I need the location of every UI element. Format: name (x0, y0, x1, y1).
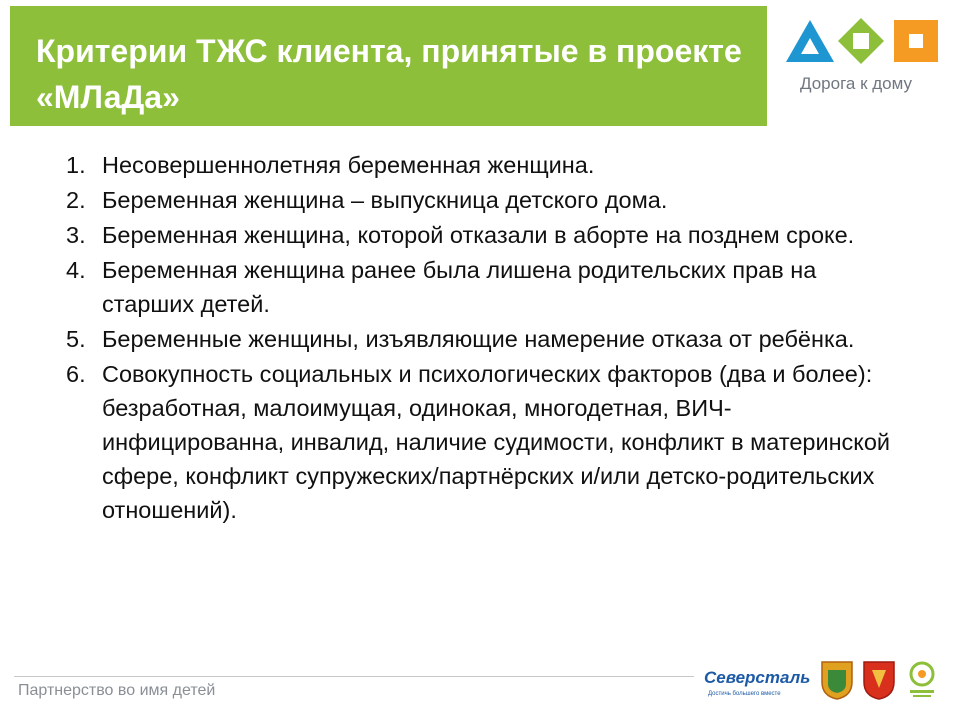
footer-divider (14, 676, 694, 677)
sponsor-slogan: Достичь большего вместе (708, 691, 781, 697)
list-item-number: 5. (66, 326, 86, 352)
list-item-text: Беременная женщина – выпускница детского дома. (102, 187, 668, 213)
logo-caption: Дорога к дому (800, 74, 912, 93)
charity-emblem-icon (904, 660, 944, 700)
list-item-number: 6. (66, 361, 86, 387)
list-item-text: Беременная женщина ранее была лишена родительских прав на старших детей. (102, 257, 817, 317)
sponsor-logo (704, 664, 814, 704)
coat-of-arms-icon (862, 660, 902, 700)
list-item-number: 2. (66, 187, 86, 213)
list-item (66, 253, 896, 321)
list-item-number: 3. (66, 222, 86, 248)
organization-logo (782, 16, 942, 100)
list-item (66, 148, 896, 182)
title-banner (10, 6, 767, 126)
logo-shapes-icon (782, 16, 942, 72)
list-item-text: Несовершеннолетняя беременная женщина. (102, 152, 595, 178)
list-item-text: Беременные женщины, изъявляющие намерение отказа от ребёнка. (102, 326, 855, 352)
list-item (66, 218, 896, 252)
coat-of-arms-icon (820, 660, 860, 700)
list-item-text: Беременная женщина, которой отказали в аборте на позднем сроке. (102, 222, 855, 248)
footer-text: Партнерство во имя детей (18, 682, 216, 699)
list-item (66, 322, 896, 356)
list-item-text: Совокупность социальных и психологических факторов (два и более): безработная, малоимущая, одинокая, многодетная, ВИЧ-инфицированна, инвалид, наличие судимости, конфликт в материнской сфере, конфликт супружеских/партнёрских и/или детско-родительских отношений). (102, 361, 891, 523)
list-item-number: 4. (66, 257, 86, 283)
criteria-list (66, 148, 896, 528)
list-item (66, 183, 896, 217)
list-item (66, 357, 896, 527)
list-item-number: 1. (66, 152, 86, 178)
page-title: Критерии ТЖС клиента, принятые в проекте «МЛаДа» (36, 33, 742, 115)
sponsor-name: Северсталь (704, 668, 811, 687)
